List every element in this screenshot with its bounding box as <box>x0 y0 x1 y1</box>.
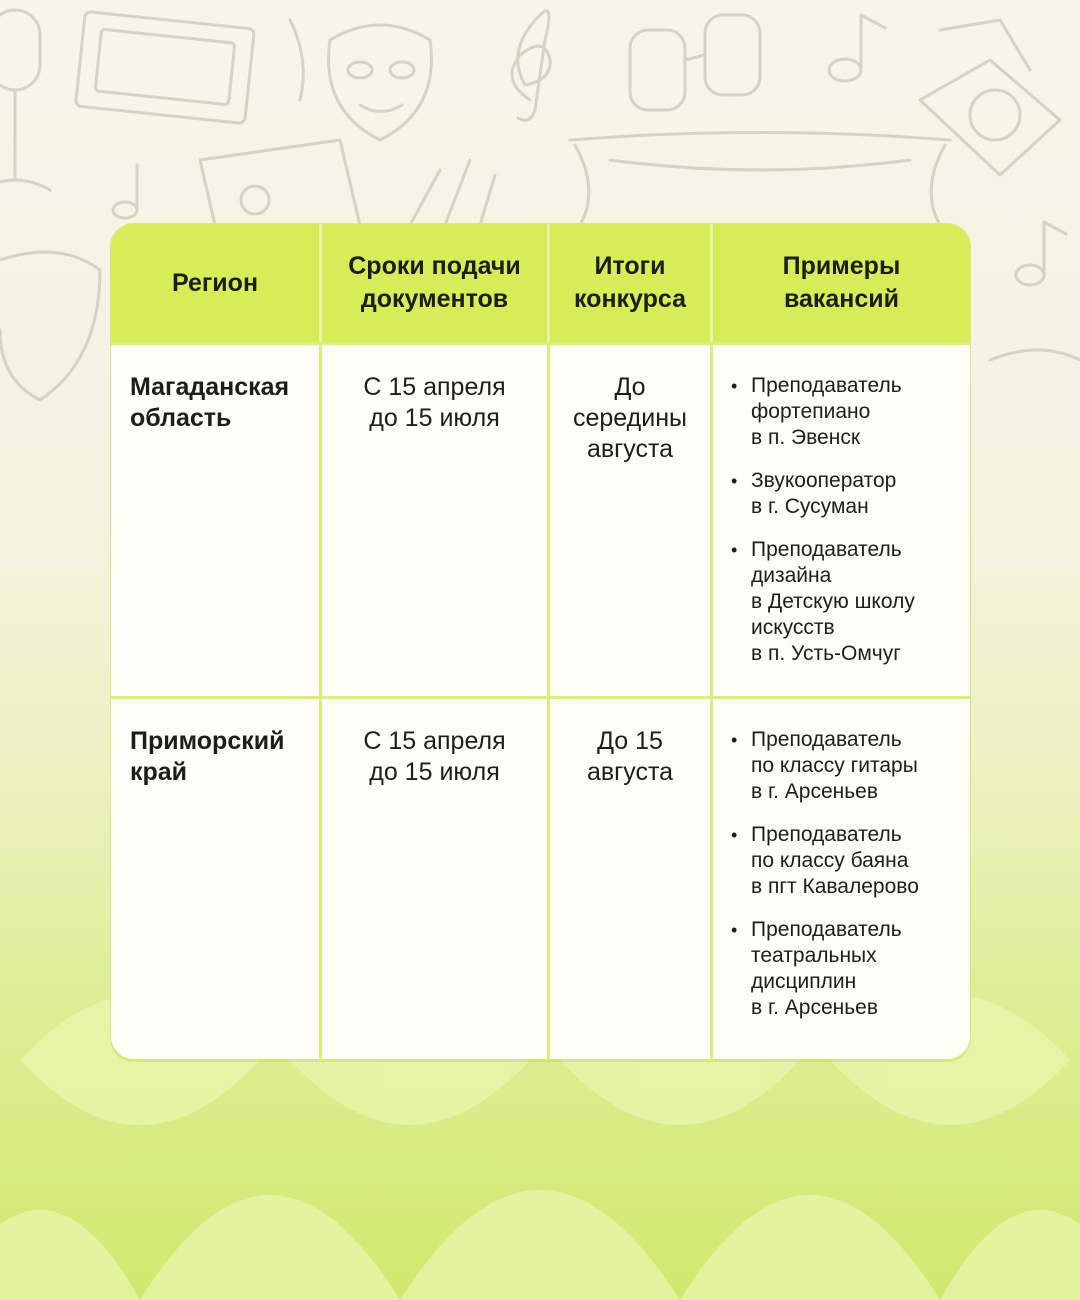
table-header-row <box>111 224 970 342</box>
header-deadline <box>322 224 550 342</box>
vacancy-item: • Звукооператор в г. Сусуман <box>751 468 952 520</box>
table-row <box>111 342 970 696</box>
header-region: Регион <box>111 224 322 342</box>
vacancies-table <box>110 223 971 1060</box>
results-cell: До середины августа <box>550 345 713 696</box>
book-icon <box>200 140 360 225</box>
vacancies-cell <box>713 699 970 1059</box>
theatre-mask-icon <box>290 20 431 140</box>
deadline-cell: С 15 апреля до 15 июля <box>322 345 550 696</box>
vacancy-list <box>713 345 970 667</box>
region-cell: Магаданская область <box>111 345 322 696</box>
header-vacancies <box>713 224 970 342</box>
vacancy-item: • Преподаватель дизайна в Детскую школу искусств в п. Усть-Омчуг <box>751 537 952 667</box>
vacancy-list <box>713 699 970 1021</box>
vacancy-item: • Преподаватель по классу гитары в г. Арсеньев <box>751 727 952 805</box>
binoculars-icon <box>630 15 760 110</box>
treble-clef-icon <box>512 11 550 120</box>
region-cell: Приморский край <box>111 699 322 1059</box>
microphone-icon <box>0 10 50 190</box>
header-deadline-label: Сроки подачи документов <box>348 252 521 313</box>
vacancy-item: • Преподаватель фортепиано в п. Эвенск <box>751 373 952 451</box>
header-results-label: Итоги конкурса <box>573 252 687 313</box>
stage-curtain-icon <box>570 133 950 226</box>
vacancy-item: • Преподаватель по классу баяна в пгт Кавалерово <box>751 822 952 900</box>
vacancy-item: • Преподаватель театральных дисциплин в г. Арсеньев <box>751 917 952 1021</box>
deadline-cell: С 15 апреля до 15 июля <box>322 699 550 1059</box>
results-cell: До 15 августа <box>550 699 713 1059</box>
makeup-brushes-icon <box>410 160 495 225</box>
table-row <box>111 696 970 1059</box>
vacancies-cell <box>713 345 970 696</box>
ticket-icon <box>75 11 254 123</box>
header-vacancies-label: Примеры вакансий <box>782 252 901 313</box>
header-results <box>550 224 713 342</box>
